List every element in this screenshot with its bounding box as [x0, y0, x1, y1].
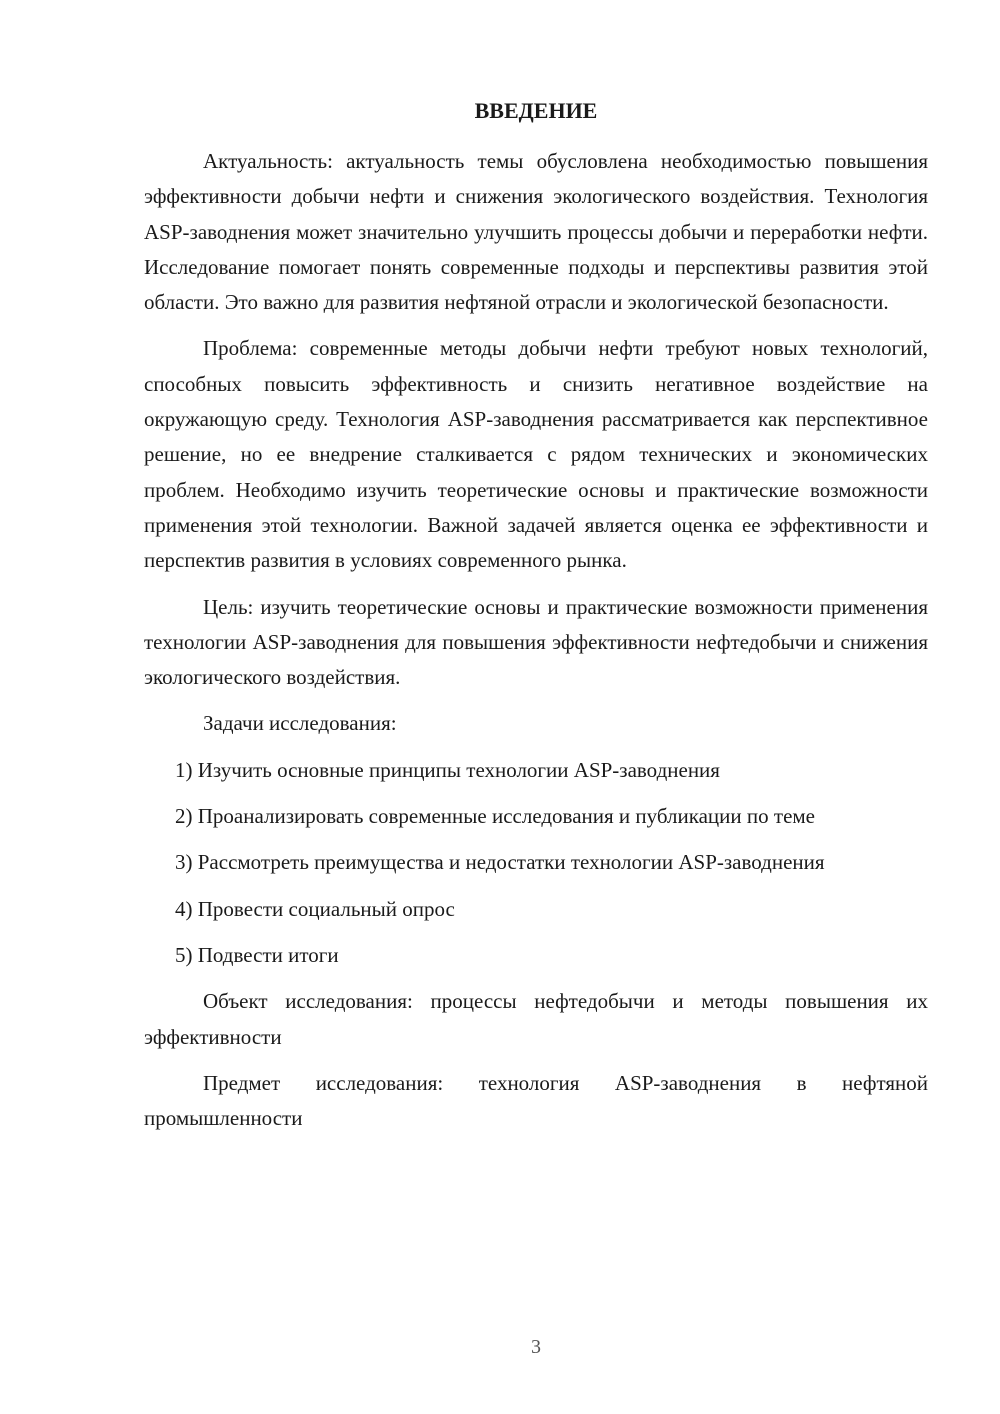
paragraph-object: Объект исследования: процессы нефтедобычи и методы повышения их эффективности: [144, 989, 928, 1049]
page-number: 3: [531, 1336, 541, 1358]
task-item: 5) Подвести итоги: [175, 942, 339, 967]
paragraph-tasks-heading: Задачи исследования:: [203, 711, 397, 736]
task-item: 3) Рассмотреть преимущества и недостатки технологии ASP-заводнения: [175, 850, 825, 875]
paragraph-subject: Предмет исследования: технология ASP-заводнения в нефтяной промышленности: [144, 1070, 928, 1131]
page-title: ВВЕДЕНИЕ: [474, 98, 598, 123]
paragraph-goal: Цель: изучить теоретические основы и практические возможности применения технологии ASP-заводнения для повышения эффективности нефтедобычи и снижения экологического воздействия.: [144, 594, 928, 690]
task-item: 4) Провести социальный опрос: [175, 896, 455, 921]
paragraph-problem: Проблема: современные методы добычи нефти требуют новых технологий, способных повысить эффективность и снизить негативное воздействие на окружающую среду. Технология ASP-заводнения рассматривается как перспективное решение, но ее внедрение сталкивается с рядом технических и экономических проблем. Необходимо изучить теоретические основы и практические возможности применения этой технологии. Важной задачей является оценка ее эффективности и перспектив развития в условиях современного рынка.: [144, 336, 928, 573]
document-body: [144, 144, 928, 1136]
task-item: 2) Проанализировать современные исследования и публикации по теме: [175, 804, 815, 829]
paragraph-relevance: Актуальность: актуальность темы обусловлена необходимостью повышения эффективности добычи нефти и снижения экологического воздействия. Технология ASP-заводнения может значительно улучшить процессы добычи и переработки нефти. Исследование помогает понять современные подходы и перспективы развития этой области. Это важно для развития нефтяной отрасли и экологической безопасности.: [144, 149, 928, 315]
task-item: 1) Изучить основные принципы технологии ASP-заводнения: [175, 757, 720, 782]
